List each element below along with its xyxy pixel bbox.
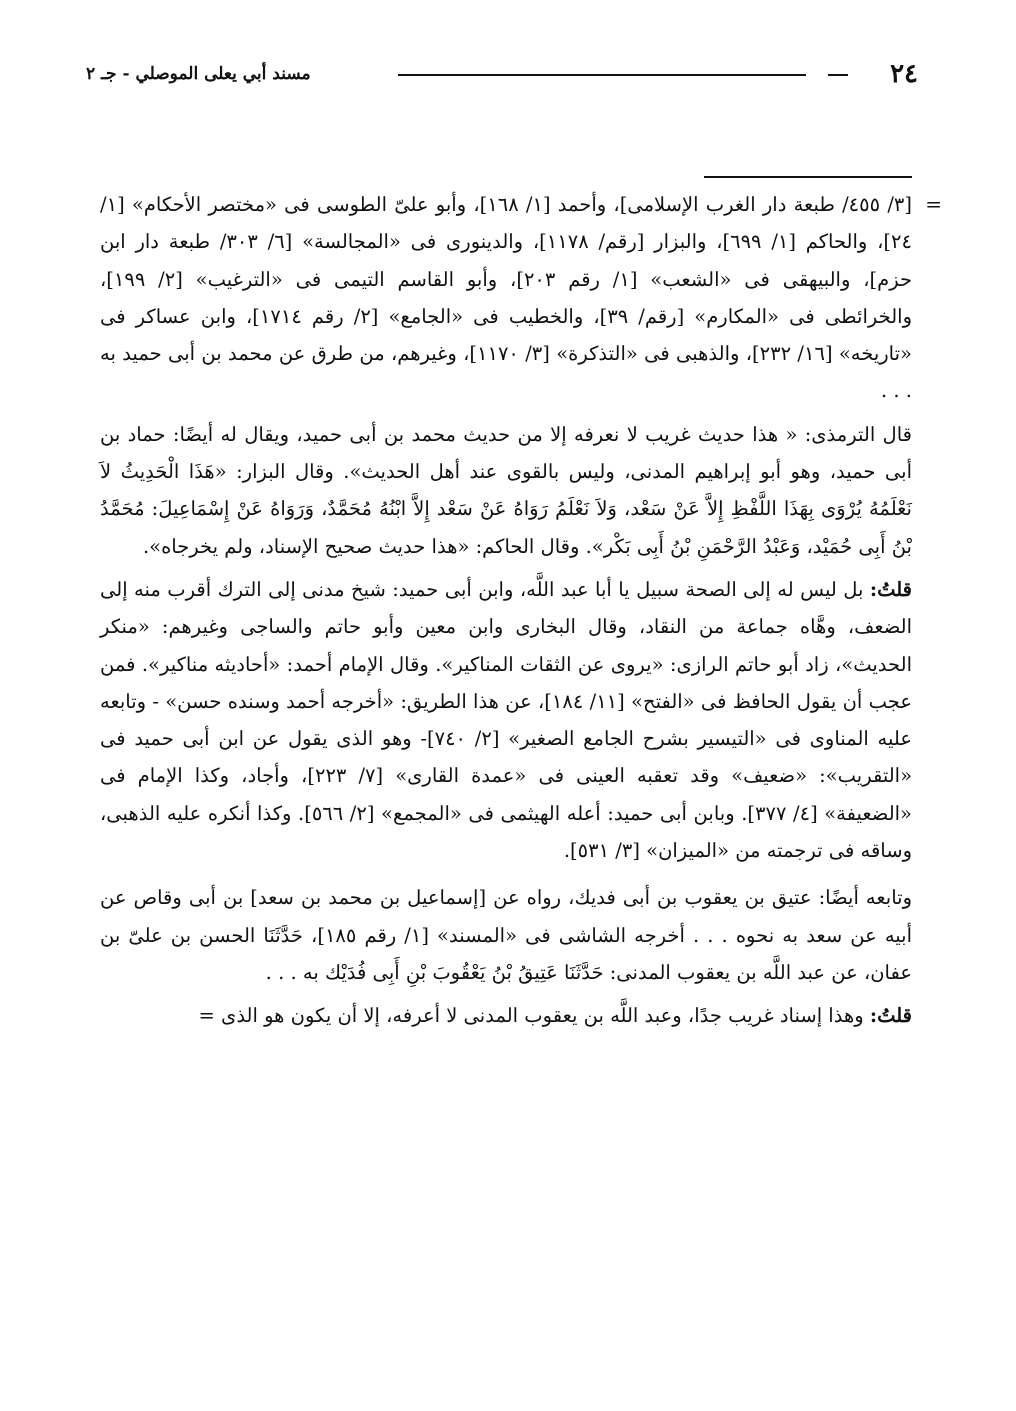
paragraph-text: قال الترمذى: « هذا حديث غريب لا نعرفه إلا من حديث محمد بن أبى حميد، ويقال له أيضًا: حماد بن أبى حميد، وهو أبو إبراهيم المدنى، وليس بالقوى عند أهل الحديث». وقال البزار: «هَذَا الْحَدِيثُ لاَ نَعْلَمُهُ يُرْوَى بِهَذَا اللَّفْظِ إِلاَّ عَنْ سَعْد، وَلاَ نَعْلَمُ رَوَاهُ عَنْ سَعْد إِلاَّ ابْنُهُ مُحَمَّدٌ، وَرَوَاهُ عَنْ إِسْمَاعِيلَ: مُحَمَّدُ بْنُ أَبِى حُمَيْد، وَعَبْدُ الرَّحْمَنِ بْنُ أَبِى بَكْر». وقال الحاكم: «هذا حديث صحيح الإسناد، ولم يخرجاه». [100,422,912,558]
page-number: ٢٤ [890,59,918,89]
paragraph-text: وهذا إسناد غريب جدًا، وعبد اللَّه بن يعقوب المدنى لا أعرفه، إلا أن يكون هو الذى = [198,1004,864,1028]
header-rule [398,74,806,76]
qult-label: قلتُ: [869,1004,912,1028]
continuation-mark: = [925,192,942,216]
footnote-paragraph-5 [100,997,912,1034]
footnote-body [100,186,942,1041]
footnote-separator [704,176,912,178]
running-header [86,56,918,92]
paragraph-text: وتابعه أيضًا: عتيق بن يعقوب بن أبى فديك، رواه عن [إسماعيل بن محمد بن سعد] بن أبى وقاص عن أبيه عن سعد به نحوه . . . أخرجه الشاشى فى «المسند» [١/ رقم ١٨٥]، حَدَّثَنَا الحسن بن علىّ بن عفان، عن عبد اللَّه بن يعقوب المدنى: حَدَّثَنَا عَتِيقُ بْنُ يَعْقُوبَ بْنِ أَبِى فُدَيْك به . . . [100,886,913,984]
qult-label: قلتُ: [869,577,912,601]
paragraph-text: [٣/ ٤٥٥/ طبعة دار الغرب الإسلامى]، وأحمد [١/ ١٦٨]، وأبو علىّ الطوسى فى «مختصر الأحكام» [١/ ٢٤]، والحاكم [١/ ٦٩٩]، والبزار [رقم/ ١١٧٨]، والدينورى فى «المجالسة» [٦/ ٣٠٣/ طبعة دار ابن حزم]، والبيهقى فى «الشعب» [١/ رقم ٢٠٣]، وأبو القاسم التيمى فى «الترغيب» [٢/ ١٩٩]، والخرائطى فى «المكارم» [رقم/ ٣٩]، والخطيب فى «الجامع» [٢/ رقم ١٧١٤]، وابن عساكر فى «تاريخه» [١٦/ ٢٣٢]، والذهبى فى «التذكرة» [٣/ ١١٧٠]، وغيرهم، من طرق عن محمد بن أبى حميد به . . . [100,193,913,403]
footnote-paragraph-2 [100,416,912,565]
paragraph-text: بل ليس له إلى الصحة سبيل يا أبا عبد اللَّه، وابن أبى حميد: شيخ مدنى إلى الترك أقرب منه إلى الضعف، وهَّاه جماعة من النقاد، وقال البخارى وابن معين وأبو حاتم والساجى وغيرهم: «منكر الحديث»، زاد أبو حاتم الرازى: «يروى عن الثقات المناكير». وقال الإمام أحمد: «أحاديثه مناكير». فمن عجب أن يقول الحافظ فى «الفتح» [١١/ ١٨٤]، عن هذا الطريق: «أخرجه أحمد وسنده حسن» - وتابعه عليه المناوى فى «التيسير بشرح الجامع الصغير» [٢/ ٧٤٠]- وهو الذى يقول عن ابن أبى حميد فى «التقريب»: «ضعيف» وقد تعقبه العينى فى «عمدة القارى» [٧/ ٢٢٣]، وأجاد، وكذا الإمام فى «الضعيفة» [٤/ ٣٧٧]. وبابن أبى حميد: أعله الهيثمى فى «المجمع» [٢/ ٥٦٦]. وكذا أنكره عليه الذهبى، وساقه فى ترجمته من «الميزان» [٣/ ٥٣١]. [100,577,912,863]
footnote-paragraph-1 [100,186,942,410]
footnote-paragraph-4 [100,879,912,991]
running-title: مسند أبي يعلى الموصلي - جـ ٢ [86,64,311,84]
footnote-paragraph-3 [100,571,912,869]
header-dash [828,74,848,76]
